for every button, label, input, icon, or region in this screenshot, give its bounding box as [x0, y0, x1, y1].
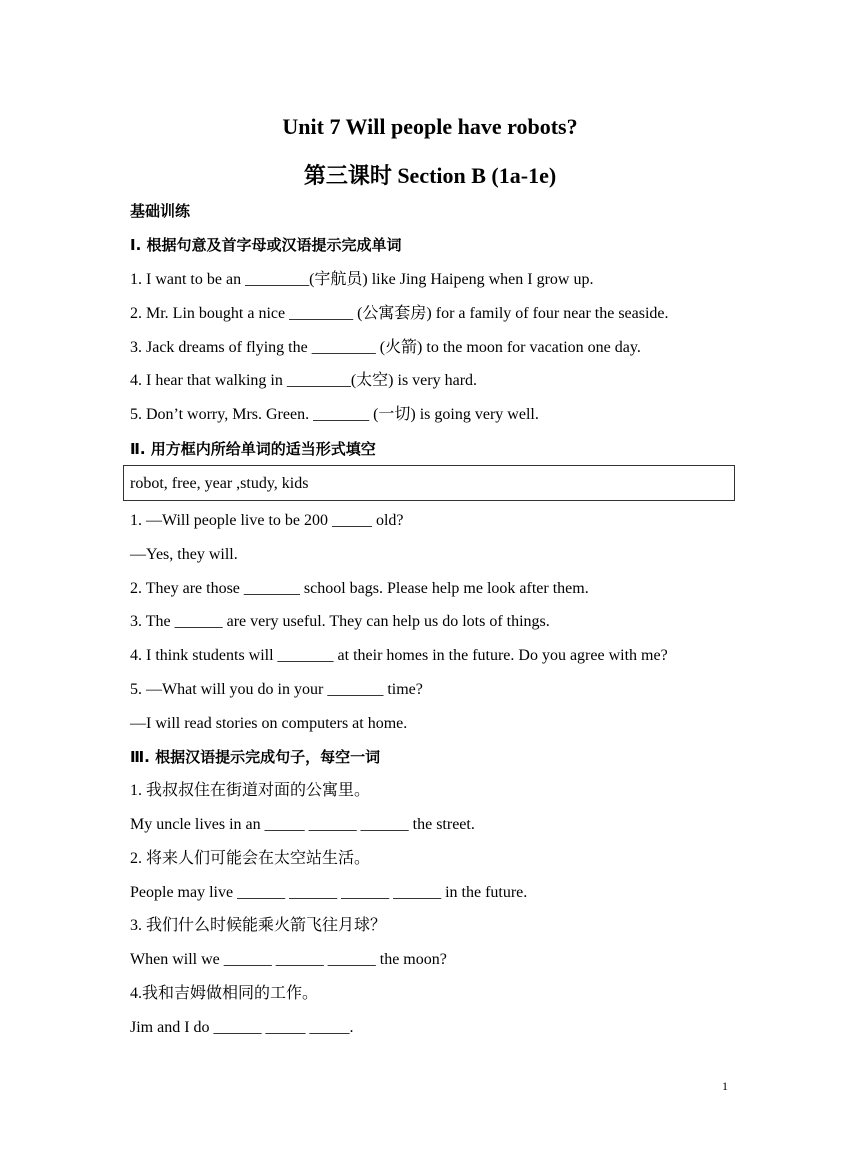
part3-item: 4.我和吉姆做相同的工作。 — [130, 985, 319, 1002]
part2-item: 3. The ______ are very useful. They can help us do lots of things. — [130, 613, 550, 630]
page-subtitle: 第三课时 Section B (1a-1e) — [303, 163, 557, 188]
part3-item: Jim and I do ______ _____ _____. — [130, 1019, 354, 1036]
part1-item: 2. Mr. Lin bought a nice ________ (公寓套房) for a family of four near the seaside. — [130, 305, 669, 322]
part2-item: —Yes, they will. — [130, 546, 238, 563]
page-title: Unit 7 Will people have robots? — [282, 114, 578, 139]
part3-item: People may live ______ ______ ______ ______ in the future. — [130, 884, 528, 901]
part2-item: 2. They are those _______ school bags. Please help me look after them. — [130, 580, 589, 597]
part2-item: —I will read stories on computers at home. — [130, 715, 408, 732]
part2-item: 1. —Will people live to be 200 _____ old? — [130, 512, 404, 529]
part3-item: My uncle lives in an _____ ______ ______ the street. — [130, 816, 475, 833]
word-box-text: robot, free, year ,study, kids — [130, 475, 309, 492]
part3-item: 3. 我们什么时候能乘火箭飞往月球？ — [130, 917, 387, 934]
part3-item: 2. 将来人们可能会在太空站生活。 — [130, 850, 371, 867]
part2-heading: Ⅱ. 用方框内所给单词的适当形式填空 — [130, 440, 376, 458]
page-number: 1 — [722, 1079, 728, 1093]
part1-item: 5. Don’t worry, Mrs. Green. _______ (一切) is going very well. — [130, 406, 539, 423]
part1-heading: Ⅰ. 根据句意及首字母或汉语提示完成单词 — [130, 236, 402, 254]
part1-item: 4. I hear that walking in ________(太空) is very hard. — [130, 372, 478, 389]
section-label: 基础训练 — [130, 202, 191, 220]
part1-item: 3. Jack dreams of flying the ________ (火箭) to the moon for vacation one day. — [130, 339, 641, 356]
part2-item: 5. —What will you do in your _______ time? — [130, 681, 423, 698]
part3-item: 1. 我叔叔住在街道对面的公寓里。 — [130, 782, 371, 799]
part3-heading: Ⅲ. 根据汉语提示完成句子，每空一词 — [130, 748, 381, 766]
part2-item: 4. I think students will _______ at their homes in the future. Do you agree with me? — [130, 647, 668, 664]
part1-item: 1. I want to be an ________(宇航员) like Jing Haipeng when I grow up. — [130, 271, 594, 288]
word-box — [123, 465, 735, 501]
part3-item: When will we ______ ______ ______ the moon? — [130, 951, 447, 968]
